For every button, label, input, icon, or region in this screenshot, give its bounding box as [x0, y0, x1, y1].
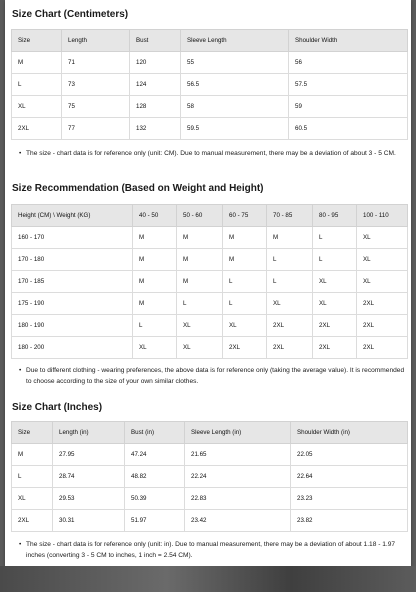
- column-header: 60 - 75: [223, 205, 267, 227]
- table-cell: 55: [181, 52, 289, 74]
- table-cell: XL: [357, 249, 408, 271]
- table-cell: 170 - 185: [12, 271, 133, 293]
- rec-header-row: [12, 205, 408, 227]
- rec-note: [19, 365, 407, 387]
- column-header: Size: [12, 30, 62, 52]
- column-header: Height (CM) \ Weight (KG): [12, 205, 133, 227]
- table-cell: XL: [267, 293, 313, 315]
- table-cell: XL: [12, 96, 62, 118]
- rec-table-body: [12, 227, 408, 359]
- table-row: [12, 52, 408, 74]
- table-cell: L: [223, 293, 267, 315]
- table-cell: 59.5: [181, 118, 289, 140]
- inch-header-row: [12, 422, 408, 444]
- table-cell: 59: [289, 96, 408, 118]
- table-cell: L: [223, 271, 267, 293]
- column-header: Shoulder Width: [289, 30, 408, 52]
- table-cell: XL: [357, 271, 408, 293]
- cm-chart-title: Size Chart (Centimeters): [12, 9, 129, 20]
- table-cell: 56: [289, 52, 408, 74]
- table-cell: 2XL: [223, 337, 267, 359]
- table-row: [12, 488, 408, 510]
- table-row: [12, 96, 408, 118]
- table-row: [12, 510, 408, 532]
- table-cell: 22.64: [291, 466, 408, 488]
- table-row: [12, 444, 408, 466]
- cm-size-table: [11, 29, 408, 140]
- table-cell: XL: [177, 315, 223, 337]
- table-cell: 2XL: [313, 337, 357, 359]
- table-row: [12, 118, 408, 140]
- table-cell: L: [313, 227, 357, 249]
- table-cell: 51.97: [125, 510, 185, 532]
- table-cell: 71: [62, 52, 130, 74]
- table-cell: 77: [62, 118, 130, 140]
- table-cell: 2XL: [267, 315, 313, 337]
- table-cell: 180 - 200: [12, 337, 133, 359]
- table-cell: M: [177, 249, 223, 271]
- table-cell: M: [133, 271, 177, 293]
- table-cell: 22.05: [291, 444, 408, 466]
- column-header: 80 - 95: [313, 205, 357, 227]
- table-cell: 124: [130, 74, 181, 96]
- table-row: [12, 249, 408, 271]
- cm-table-body: [12, 52, 408, 140]
- rec-note-text: Due to different clothing - wearing preferences, the above data is for reference only (taking the average value). It is recommended to choose according to the size of your own similar clothes.: [26, 367, 405, 385]
- table-cell: 27.95: [53, 444, 125, 466]
- table-cell: M: [133, 227, 177, 249]
- inch-note-text: The size - chart data is for reference only (unit: in). Due to manual measurement, there may be a deviation of about 1.18 - 1.97 inches (converting 3 - 5 CM to inches, 1 inch = 2.54 CM).: [26, 541, 396, 559]
- table-cell: 2XL: [12, 118, 62, 140]
- table-cell: 29.53: [53, 488, 125, 510]
- table-cell: 180 - 190: [12, 315, 133, 337]
- recommendation-table: [11, 204, 408, 359]
- table-cell: 128: [130, 96, 181, 118]
- table-row: [12, 74, 408, 96]
- cm-header-row: [12, 30, 408, 52]
- table-cell: 160 - 170: [12, 227, 133, 249]
- table-cell: XL: [357, 227, 408, 249]
- table-cell: 120: [130, 52, 181, 74]
- column-header: 40 - 50: [133, 205, 177, 227]
- table-cell: M: [177, 271, 223, 293]
- table-cell: L: [313, 249, 357, 271]
- table-cell: 23.82: [291, 510, 408, 532]
- table-cell: XL: [133, 337, 177, 359]
- column-header: Sleeve Length (in): [185, 422, 291, 444]
- table-cell: 23.42: [185, 510, 291, 532]
- table-cell: 2XL: [12, 510, 53, 532]
- table-cell: 22.83: [185, 488, 291, 510]
- table-cell: M: [12, 444, 53, 466]
- column-header: Size: [12, 422, 53, 444]
- table-cell: M: [267, 227, 313, 249]
- background-strip: [0, 566, 416, 592]
- table-cell: 73: [62, 74, 130, 96]
- cm-note: [19, 148, 407, 159]
- column-header: Sleeve Length: [181, 30, 289, 52]
- table-cell: 23.23: [291, 488, 408, 510]
- inch-table-body: [12, 444, 408, 532]
- table-cell: XL: [313, 271, 357, 293]
- inch-chart-title: Size Chart (Inches): [12, 402, 103, 413]
- column-header: 70 - 85: [267, 205, 313, 227]
- table-cell: L: [12, 466, 53, 488]
- recommendation-title: Size Recommendation (Based on Weight and Height): [12, 183, 264, 194]
- table-cell: 2XL: [267, 337, 313, 359]
- column-header: Length (in): [53, 422, 125, 444]
- column-header: 100 - 110: [357, 205, 408, 227]
- table-cell: XL: [177, 337, 223, 359]
- table-cell: 22.24: [185, 466, 291, 488]
- table-cell: 48.82: [125, 466, 185, 488]
- table-cell: M: [133, 293, 177, 315]
- table-row: [12, 227, 408, 249]
- table-cell: 170 - 180: [12, 249, 133, 271]
- bullet-icon: •: [19, 541, 22, 548]
- bullet-icon: •: [19, 367, 22, 374]
- table-cell: 30.31: [53, 510, 125, 532]
- table-cell: 2XL: [313, 315, 357, 337]
- table-cell: 2XL: [357, 293, 408, 315]
- table-cell: 2XL: [357, 337, 408, 359]
- table-row: [12, 337, 408, 359]
- column-header: 50 - 60: [177, 205, 223, 227]
- table-cell: 58: [181, 96, 289, 118]
- table-cell: 56.5: [181, 74, 289, 96]
- table-row: [12, 271, 408, 293]
- table-cell: 2XL: [357, 315, 408, 337]
- table-cell: 28.74: [53, 466, 125, 488]
- table-cell: 47.24: [125, 444, 185, 466]
- table-cell: M: [223, 227, 267, 249]
- table-cell: XL: [12, 488, 53, 510]
- column-header: Shoulder Width (in): [291, 422, 408, 444]
- table-cell: L: [177, 293, 223, 315]
- table-cell: 132: [130, 118, 181, 140]
- table-cell: 57.5: [289, 74, 408, 96]
- table-cell: 60.5: [289, 118, 408, 140]
- table-cell: M: [223, 249, 267, 271]
- cm-note-text: The size - chart data is for reference only (unit: CM). Due to manual measurement, there may be a deviation of about 3 - 5 CM.: [26, 150, 396, 157]
- table-cell: L: [133, 315, 177, 337]
- table-row: [12, 315, 408, 337]
- bullet-icon: •: [19, 150, 22, 157]
- size-chart-sheet: [5, 0, 411, 566]
- table-row: [12, 293, 408, 315]
- table-cell: 175 - 190: [12, 293, 133, 315]
- table-cell: M: [133, 249, 177, 271]
- column-header: Bust (in): [125, 422, 185, 444]
- table-cell: L: [267, 249, 313, 271]
- column-header: Length: [62, 30, 130, 52]
- table-cell: M: [12, 52, 62, 74]
- table-row: [12, 466, 408, 488]
- table-cell: 75: [62, 96, 130, 118]
- inch-size-table: [11, 421, 408, 532]
- table-cell: 21.65: [185, 444, 291, 466]
- table-cell: M: [177, 227, 223, 249]
- table-cell: L: [267, 271, 313, 293]
- table-cell: XL: [223, 315, 267, 337]
- inch-note: [19, 539, 407, 561]
- table-cell: L: [12, 74, 62, 96]
- table-cell: XL: [313, 293, 357, 315]
- column-header: Bust: [130, 30, 181, 52]
- table-cell: 50.39: [125, 488, 185, 510]
